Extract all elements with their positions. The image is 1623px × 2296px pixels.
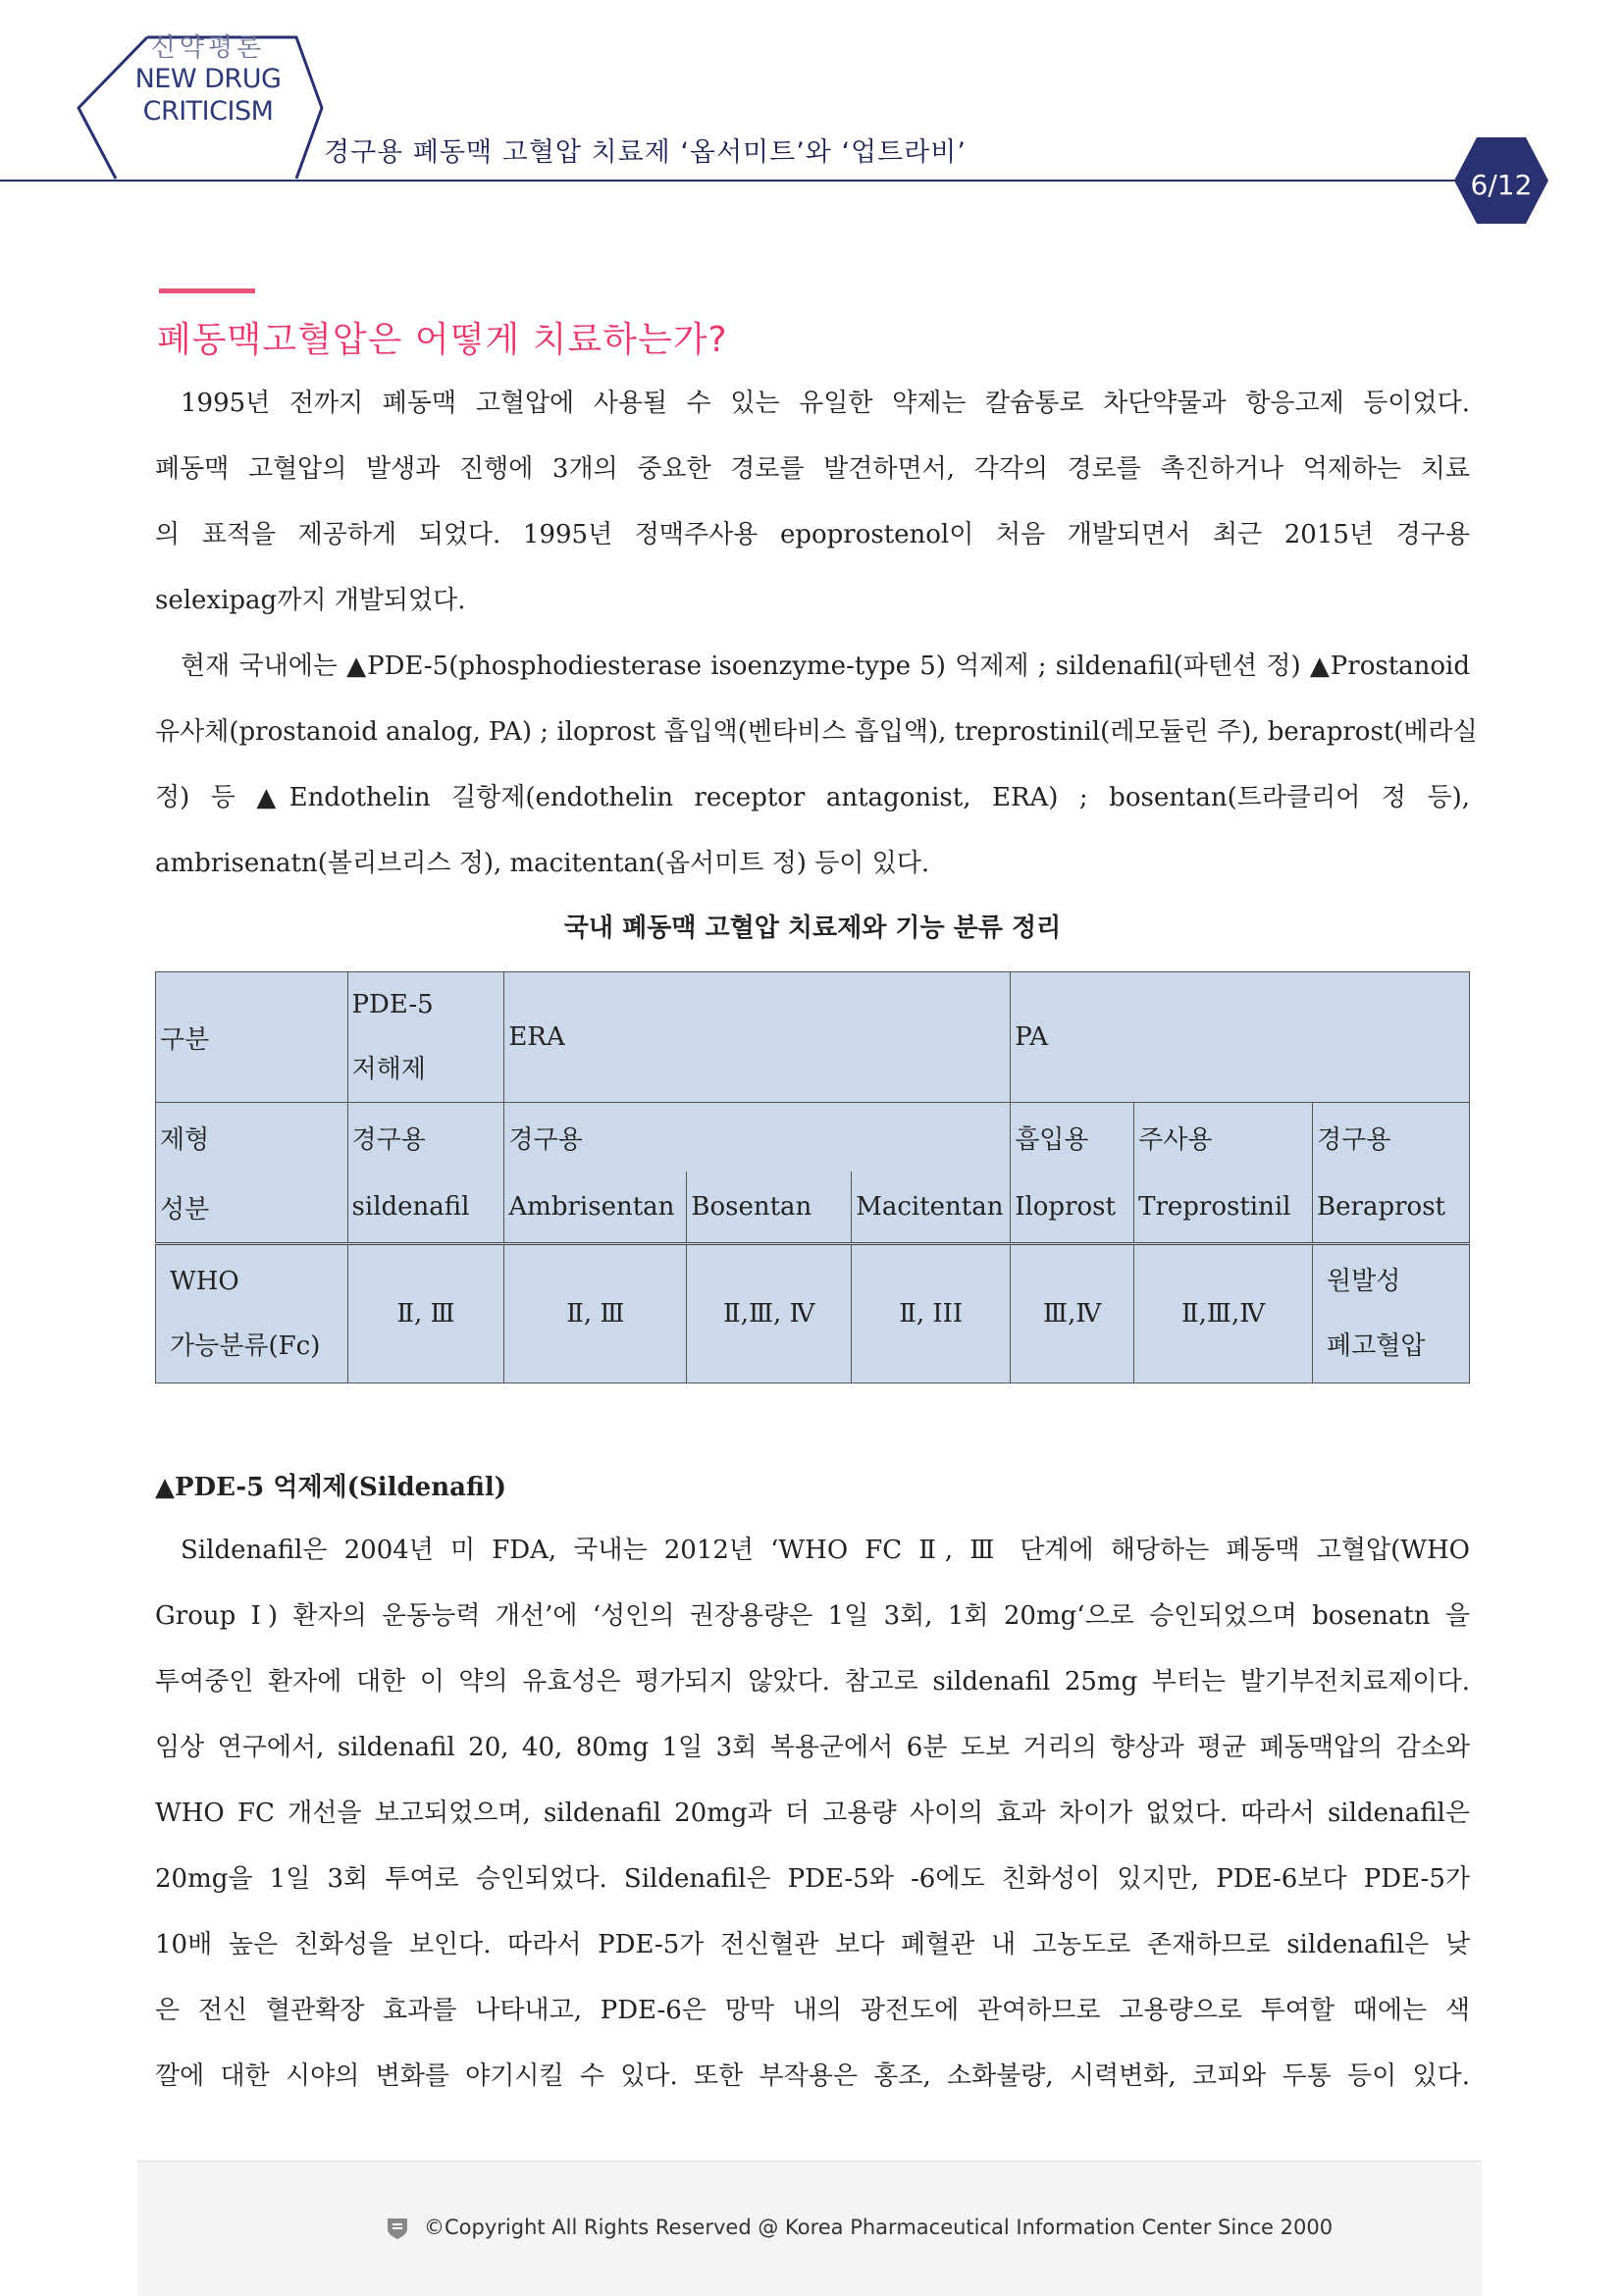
table-row (156, 1244, 1470, 1383)
ingredient-cell: Treprostinil (1134, 1172, 1313, 1244)
section-heading: 폐동맥고혈압은 어떻게 치료하는가? (157, 320, 728, 360)
form-era: 경구용 (504, 1103, 1011, 1173)
page-number: 6/12 (1470, 169, 1533, 201)
form-inhaled: 흡입용 (1011, 1103, 1134, 1173)
who-class-cell: Ⅱ, Ⅲ (347, 1244, 504, 1383)
who-class-beraprost (1313, 1244, 1470, 1383)
logo-korean: 신약평론 (150, 33, 266, 63)
beraprost-class-line1: 원발성 (1327, 1267, 1401, 1296)
form-pde5: 경구용 (347, 1103, 504, 1173)
row-header-form: 제형 (156, 1103, 348, 1173)
para3-line: 깔에 대한 시야의 변화를 야기시킬 수 있다. 또한 부작용은 홍조, 소화불량, 시력변화, 코피와 두통 등이 있다. (155, 2061, 1470, 2091)
group-pa: PA (1011, 972, 1470, 1103)
who-class-cell: Ⅱ,Ⅲ, Ⅳ (687, 1244, 852, 1383)
header-title: 경구용 폐동맥 고혈압 치료제 ‘옵서미트’와 ‘업트라비’ (324, 137, 967, 168)
ingredient-cell: Iloprost (1011, 1172, 1134, 1244)
para3-line: WHO FC 개선을 보고되었으며, sildenafil 20mg과 더 고용량 사이의 효과 차이가 없었다. 따라서 sildenafil은 (155, 1799, 1470, 1828)
ingredient-cell: Macitentan (852, 1172, 1011, 1244)
table-caption: 국내 폐동맥 고혈압 치료제와 기능 분류 정리 (563, 913, 1062, 943)
para2-line: 현재 국내에는 ▲PDE-5(phosphodiesterase isoenzyme-type 5) 억제제 ; sildenafil(파텐션 정) ▲Prostanoid (181, 652, 1470, 681)
para2-line: ambrisenatn(볼리브리스 정), macitentan(옵서미트 정) 등이 있다. (155, 849, 930, 878)
ingredient-cell: Bosentan (687, 1172, 852, 1244)
row-header-category: 구분 (156, 972, 348, 1103)
paragraph-history (155, 371, 1470, 634)
header-rule (0, 180, 1482, 182)
para2-line: 정) 등 ▲Endothelin 길항제(endothelin receptor antagonist, ERA) ; bosentan(트라클리어 정 등), (155, 783, 1470, 812)
para3-line: 20mg을 1일 3회 투여로 승인되었다. Sildenafil은 PDE-5와 -6에도 친화성이 있지만, PDE-6보다 PDE-5가 (155, 1864, 1470, 1894)
logo-line2: CRITICISM (142, 95, 274, 127)
ingredient-cell: sildenafil (347, 1172, 504, 1244)
who-class-cell: Ⅱ,Ⅲ,Ⅳ (1134, 1244, 1313, 1383)
table-row (156, 972, 1470, 1103)
para3-line: 투여중인 환자에 대한 이 약의 유효성은 평가되지 않았다. 참고로 sildenafil 25mg 부터는 발기부전치료제이다. (155, 1667, 1470, 1696)
ingredient-cell: Ambrisentan (504, 1172, 687, 1244)
form-injection: 주사용 (1134, 1103, 1313, 1173)
para3-line: 임상 연구에서, sildenafil 20, 40, 80mg 1일 3회 복용군에서 6분 도보 거리의 향상과 평균 폐동맥압의 감소와 (155, 1733, 1470, 1762)
table-row (156, 1172, 1470, 1244)
paragraph-sildenafil (155, 1518, 1470, 2110)
paragraph-domestic-drugs (155, 634, 1478, 897)
para3-line: Group Ⅰ) 환자의 운동능력 개선’에 ‘성인의 권장용량은 1일 3회, 1회 20mg‘으로 승인되었으며 bosenatn 을 (155, 1601, 1470, 1631)
para1-line: 1995년 전까지 폐동맥 고혈압에 사용될 수 있는 유일한 약제는 칼슘통로 차단약물과 항응고제 등이었다. (181, 389, 1470, 418)
row-header-who-line2: 가능분류(Fc) (170, 1331, 321, 1361)
para1-line: 의 표적을 제공하게 되었다. 1995년 정맥주사용 epoprostenol이 처음 개발되면서 최근 2015년 경구용 (155, 520, 1470, 549)
ingredient-cell: Beraprost (1313, 1172, 1470, 1244)
para3-line: Sildenafil은 2004년 미 FDA, 국내는 2012년 ‘WHO FC Ⅱ, Ⅲ 단계에 해당하는 폐동맥 고혈압(WHO (181, 1536, 1470, 1565)
para1-line: selexipag까지 개발되었다. (155, 586, 466, 615)
row-header-who-line1: WHO (170, 1267, 239, 1296)
row-header-ingredient: 성분 (156, 1172, 348, 1244)
who-class-cell: Ⅲ,Ⅳ (1011, 1244, 1134, 1383)
logo (130, 33, 287, 128)
shield-icon (385, 2216, 410, 2241)
beraprost-class-line2: 폐고혈압 (1327, 1331, 1426, 1361)
section-accent-bar (159, 288, 255, 293)
para3-line: 은 전신 혈관확장 효과를 나타내고, PDE-6은 망막 내의 광전도에 관여하므로 고용량으로 투여할 때에는 색 (155, 1996, 1470, 2025)
group-pde5 (347, 972, 504, 1103)
group-pde5-line2: 저해제 (351, 1055, 426, 1084)
footer-copyright: ©Copyright All Rights Reserved @ Korea Pharmaceutical Information Center Since 2000 (424, 2216, 1334, 2239)
classification-table (155, 971, 1470, 1383)
table-row (156, 1103, 1470, 1173)
group-era: ERA (504, 972, 1011, 1103)
para2-line: 유사체(prostanoid analog, PA) ; iloprost 흡입액(벤타비스 흡입액), treprostinil(레모듈린 주), beraprost(베라실 (155, 717, 1478, 747)
row-header-who (156, 1244, 348, 1383)
sub-heading-sildenafil: ▲PDE-5 억제제(Sildenafil) (155, 1473, 507, 1502)
who-class-cell: Ⅱ, III (852, 1244, 1011, 1383)
who-class-cell: Ⅱ, Ⅲ (504, 1244, 687, 1383)
para3-line: 10배 높은 친화성을 보인다. 따라서 PDE-5가 전신혈관 보다 폐혈관 내 고농도로 존재하므로 sildenafil은 낮 (155, 1930, 1470, 1959)
group-pde5-line1: PDE-5 (351, 990, 434, 1019)
logo-line1: NEW DRUG (134, 64, 282, 95)
para1-line: 폐동맥 고혈압의 발생과 진행에 3개의 중요한 경로를 발견하면서, 각각의 경로를 촉진하거나 억제하는 치료 (155, 454, 1470, 484)
form-oral-pa: 경구용 (1313, 1103, 1470, 1173)
